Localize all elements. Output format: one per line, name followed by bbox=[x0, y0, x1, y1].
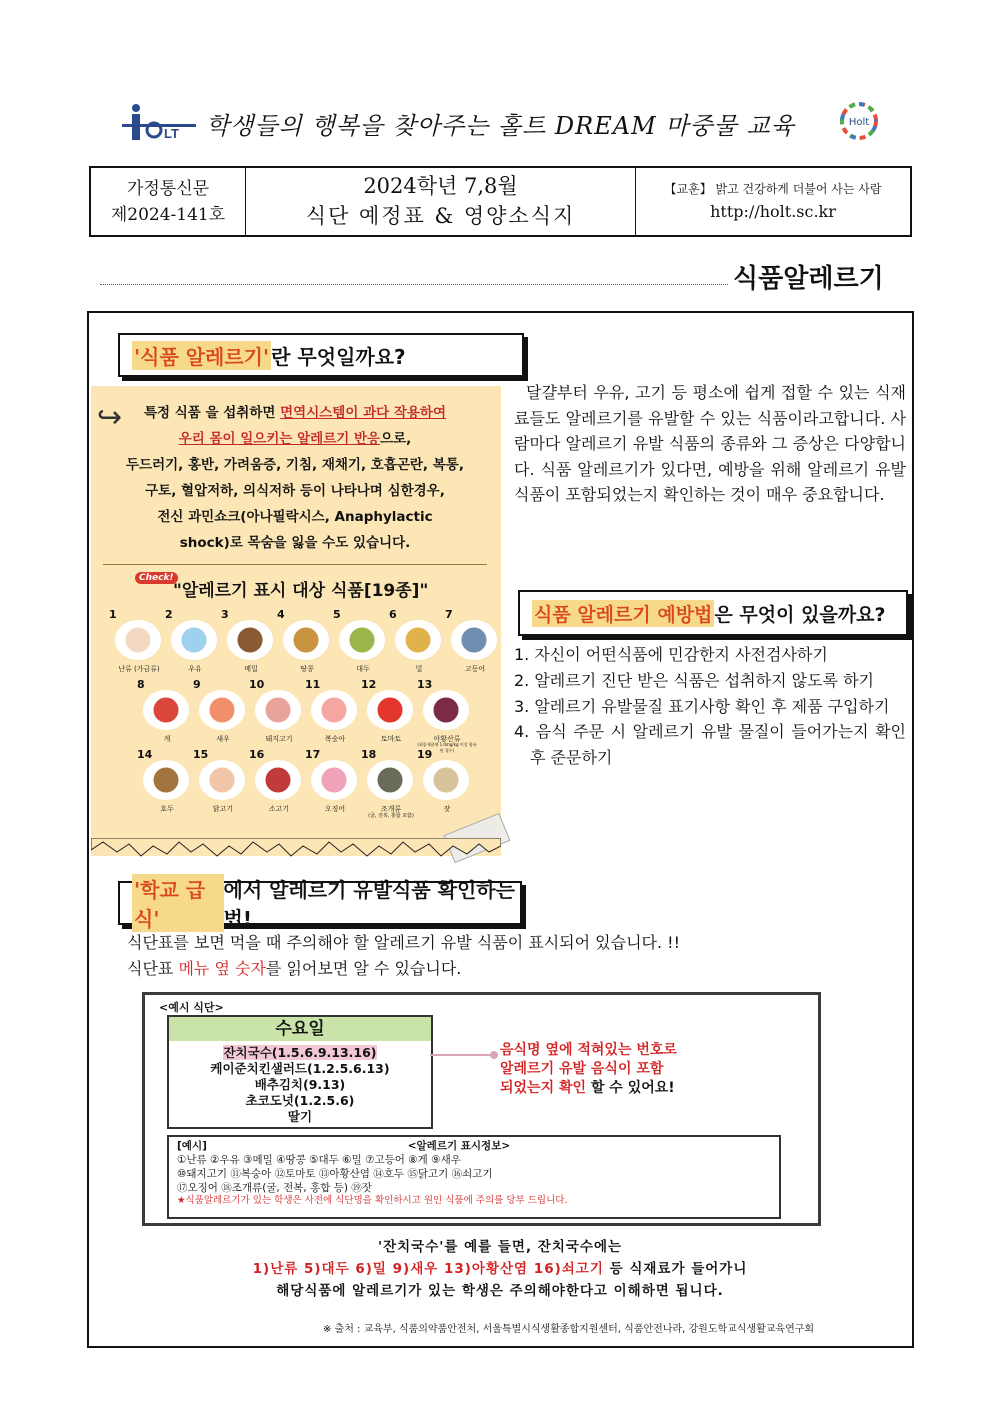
legend-left: [예시] bbox=[177, 1140, 207, 1152]
allergen-number: 10 bbox=[249, 678, 265, 691]
allergen-item bbox=[389, 608, 443, 680]
heading-rest: 에서 알레르기 유발식품 확인하는 법! bbox=[223, 878, 515, 931]
allergen-name: 토마토 bbox=[380, 735, 402, 743]
note-c: 되었는지 확인 bbox=[500, 1080, 587, 1096]
meal-line-2a: 식단표 bbox=[127, 958, 179, 978]
allergen-food-icon bbox=[367, 690, 413, 730]
allergen-name: 게 bbox=[163, 735, 171, 743]
legend-line-3: ⑰오징어 ⑱조개류(굴, 전복, 홍합 등) ⑲잣 bbox=[177, 1182, 372, 1194]
pointer-line bbox=[430, 1045, 500, 1065]
allergen-food-icon bbox=[423, 760, 469, 800]
allergen-name: 돼지고기 bbox=[265, 735, 293, 743]
circle-logo-text: Holt bbox=[848, 117, 870, 128]
doc-type: 가정통신문 bbox=[126, 178, 210, 199]
allergen-item bbox=[417, 748, 471, 820]
school-meal-text bbox=[127, 930, 887, 981]
poster-divider bbox=[103, 564, 487, 565]
allergen-number: 15 bbox=[193, 748, 209, 761]
allergen-food-icon bbox=[199, 760, 245, 800]
heading-highlight: '식품 알레르기' bbox=[132, 341, 271, 370]
meal-line-2c: 를 읽어보면 알 수 있습니다. bbox=[265, 958, 462, 978]
heading-highlight: 식품 알레르기 예방법 bbox=[532, 600, 714, 627]
allergen-name: 복숭아 bbox=[324, 735, 346, 743]
allergen-name: 메밀 bbox=[244, 665, 258, 673]
allergen-name: 오징어 bbox=[324, 805, 346, 813]
allergen-name: 땅콩 bbox=[300, 665, 314, 673]
school-info-cell bbox=[636, 168, 910, 235]
intro-b: 면역시스템이 과다 작용하여 bbox=[280, 405, 447, 421]
allergen-item bbox=[361, 678, 415, 750]
period: 2024학년 7,8월 bbox=[363, 173, 518, 198]
allergen-name: 고등어 bbox=[464, 665, 486, 673]
allergen-item bbox=[193, 678, 247, 750]
allergen-item bbox=[249, 748, 303, 820]
source-note: ※ 출처 : 교육부, 식품의약품안전처, 서울특별시식생활종합지원센터, 식품안전나라, 강원도학교식생활교육연구회 bbox=[323, 1324, 815, 1335]
info-table bbox=[89, 166, 912, 237]
legend-title: <알레르기 표시정보> bbox=[407, 1140, 511, 1152]
meal-line-2b: 메뉴 옆 숫자 bbox=[178, 958, 266, 978]
allergen-name: 아황산류 bbox=[433, 735, 461, 743]
example-explanation bbox=[100, 1236, 900, 1302]
question-heading-what bbox=[118, 333, 524, 377]
allergen-number: 3 bbox=[221, 608, 229, 621]
allergen-name: 닭고기 bbox=[212, 805, 234, 813]
sulfite-note: (최종제품에 1.0mg/kg 이상 함유된 경우) bbox=[417, 742, 477, 753]
allergen-number: 19 bbox=[417, 748, 433, 761]
allergen-item bbox=[221, 608, 275, 680]
explain-line-3: 해당식품에 알레르기가 있는 학생은 주의해야한다고 이해하면 됩니다. bbox=[276, 1283, 724, 1299]
allergen-name: 대두 bbox=[356, 665, 370, 673]
allergen-item bbox=[249, 678, 303, 750]
holt-circle-logo bbox=[838, 100, 880, 142]
allergen-food-icon bbox=[423, 690, 469, 730]
allergen-item bbox=[361, 748, 415, 820]
list-item: 2. 알레르기 진단 받은 식품은 섭취하지 않도록 하기 bbox=[514, 670, 874, 690]
poster-intro bbox=[99, 400, 491, 556]
intro-e: 두드러기, 홍반, 가려움증, 기침, 재채기, 호흡곤란, 복통, bbox=[126, 457, 464, 473]
allergen-legend bbox=[167, 1135, 781, 1219]
section-title: 식품알레르기 bbox=[733, 264, 884, 294]
explain-line-2-rest: 등 식재료가 들어가니 bbox=[603, 1261, 748, 1277]
allergen-item bbox=[137, 678, 191, 750]
school-slogan: 학생들의 행복을 찾아주는 홀트 DREAM 마중물 교육 bbox=[206, 112, 795, 140]
allergen-number: 6 bbox=[389, 608, 397, 621]
torn-edge bbox=[91, 838, 501, 860]
allergen-number: 18 bbox=[361, 748, 377, 761]
note-d: 할 수 있어요! bbox=[586, 1080, 675, 1096]
allergen-food-icon bbox=[283, 620, 329, 660]
example-label: <예시 식단> bbox=[159, 1001, 224, 1014]
intro-h: shock)로 목숨을 잃을 수도 있습니다. bbox=[179, 535, 411, 551]
allergen-food-icon bbox=[255, 690, 301, 730]
menu-item: 배추김치(9.13) bbox=[254, 1077, 346, 1092]
allergen-name: 잣 bbox=[443, 805, 451, 813]
allergen-food-icon bbox=[115, 620, 161, 660]
allergen-number: 7 bbox=[445, 608, 453, 621]
prevention-list bbox=[514, 642, 906, 771]
intro-g: 전신 과민쇼크(아나필락시스, Anaphylactic bbox=[157, 509, 433, 525]
allergen-number: 2 bbox=[165, 608, 173, 621]
allergen-item bbox=[417, 678, 477, 753]
allergen-number: 17 bbox=[305, 748, 321, 761]
shellfish-note: (굴, 전복, 홍합 포함) bbox=[368, 813, 414, 819]
allergen-name: 소고기 bbox=[268, 805, 290, 813]
allergen-name: 난류 (가금류) bbox=[118, 665, 160, 673]
explain-line-2-red: 1)난류 5)대두 6)밀 9)새우 13)아황산염 16)쇠고기 bbox=[252, 1261, 604, 1277]
allergen-name: 새우 bbox=[216, 735, 230, 743]
note-b: 알레르기 유발 음식이 포함 bbox=[500, 1061, 664, 1077]
holt-logo bbox=[120, 102, 198, 142]
doc-number: 제2024-141호 bbox=[110, 204, 226, 225]
allergen-food-icon bbox=[199, 690, 245, 730]
allergen-food-icon bbox=[339, 620, 385, 660]
intro-c: 우리 몸이 일으키는 알레르기 반응 bbox=[178, 431, 381, 447]
allergen-item bbox=[165, 608, 219, 680]
page-header bbox=[120, 100, 880, 146]
note-a: 음식명 옆에 적혀있는 번호로 bbox=[500, 1042, 677, 1058]
allergen-food-icon bbox=[311, 760, 357, 800]
allergen-item bbox=[305, 678, 359, 750]
intro-d: 으로, bbox=[380, 431, 412, 447]
heading-rest: 란 무엇일까요? bbox=[271, 344, 406, 369]
title-cell bbox=[246, 168, 636, 235]
school-url[interactable]: http://holt.sc.kr bbox=[710, 201, 836, 221]
allergen-number: 8 bbox=[137, 678, 145, 691]
allergen-number: 14 bbox=[137, 748, 153, 761]
allergy-description: 달걀부터 우유, 고기 등 평소에 쉽게 접할 수 있는 식재료들도 알레르기를 유발할 수 있는 식품이라고합니다. 사람마다 알레르기 유발 식품의 종류와 그 증상은 다양합니다. 식품 알레르기가 있다면, 예방을 위해 알레르기 유발 식품이 포함되었는지 확인하는 것이 매우 중요합니다. bbox=[514, 383, 906, 504]
menu-card bbox=[167, 1015, 433, 1129]
list-item: 4. 음식 주문 시 알레르기 유발 물질이 들어가는지 확인 후 준문하기 bbox=[514, 722, 906, 768]
menu-item: 초코도넛(1.2.5.6) bbox=[245, 1093, 355, 1108]
intro-f: 구토, 혈압저하, 의식저하 등이 나타나며 심한경우, bbox=[145, 483, 445, 499]
allergen-name: 우유 bbox=[188, 665, 202, 673]
allergen-food-icon bbox=[311, 690, 357, 730]
allergen-number: 16 bbox=[249, 748, 265, 761]
curved-arrow-icon: ↪ bbox=[97, 400, 123, 435]
heading-highlight: '학교 급식' bbox=[132, 874, 224, 932]
allergen-food-icon bbox=[451, 620, 497, 660]
explain-line-1: '잔치국수'를 예를 들면, 잔치국수에는 bbox=[377, 1239, 623, 1255]
doc-info-cell bbox=[91, 168, 246, 235]
allergen-food-icon bbox=[395, 620, 441, 660]
heading-rest: 은 무엇이 있을까요? bbox=[714, 603, 886, 626]
allergen-number: 1 bbox=[109, 608, 117, 621]
menu-day: 수요일 bbox=[169, 1017, 431, 1041]
allergen-name: 호두 bbox=[160, 805, 174, 813]
doc-subject: 식단 예정표 & 영양소식지 bbox=[305, 203, 576, 228]
allergen-item bbox=[137, 748, 191, 820]
allergen-number: 4 bbox=[277, 608, 285, 621]
example-note bbox=[500, 1041, 800, 1098]
allergen-item bbox=[305, 748, 359, 820]
svg-text:LT: LT bbox=[164, 126, 179, 141]
allergen-number: 5 bbox=[333, 608, 341, 621]
allergen-number: 12 bbox=[361, 678, 377, 691]
check-badge: Check! bbox=[135, 572, 178, 584]
allergen-number: 11 bbox=[305, 678, 321, 691]
allergen-name: 조개류 bbox=[380, 805, 402, 813]
allergen-food-icon bbox=[227, 620, 273, 660]
allergen-name: 밀 bbox=[415, 665, 423, 673]
allergy-poster bbox=[91, 386, 501, 856]
allergen-food-icon bbox=[367, 760, 413, 800]
menu-item: 딸기 bbox=[287, 1109, 313, 1124]
allergen-food-icon bbox=[143, 760, 189, 800]
allergen-number: 9 bbox=[193, 678, 201, 691]
allergen-food-icon bbox=[171, 620, 217, 660]
intro-a: 특정 식품 을 섭취하면 bbox=[143, 405, 281, 421]
question-heading-prevention bbox=[518, 590, 908, 636]
allergen-item bbox=[277, 608, 331, 680]
menu-item: 잔치국수(1.5.6.9.13.16) bbox=[223, 1045, 377, 1060]
meal-line-1: 식단표를 보면 먹을 때 주의해야 할 알레르기 유발 식품이 표시되어 있습니다. !! bbox=[127, 933, 680, 952]
legend-line-2: ⑩돼지고기 ⑪복숭아 ⑫토마토 ⑬아황산염 ⑭호두 ⑮닭고기 ⑯쇠고기 bbox=[177, 1168, 493, 1180]
menu-items bbox=[169, 1045, 431, 1125]
allergen-number: 13 bbox=[417, 678, 433, 691]
allergen-item bbox=[445, 608, 499, 680]
legend-warning: ★식품알레르기가 있는 학생은 사전에 식단명을 확인하시고 원인 식품에 주의를 당부 드립니다. bbox=[177, 1195, 568, 1206]
allergen-food-icon bbox=[143, 690, 189, 730]
school-motto: 【교훈】 밝고 건강하게 더불어 사는 사람 bbox=[664, 181, 882, 196]
allergen-food-icon bbox=[255, 760, 301, 800]
example-menu-figure bbox=[142, 992, 821, 1226]
allergen-list-title: "알레르기 표시 대상 식품[19종]" bbox=[173, 581, 429, 601]
legend-line-1: ①난류 ②우유 ③메밀 ④땅콩 ⑤대두 ⑥밀 ⑦고등어 ⑧게 ⑨새우 bbox=[177, 1154, 461, 1166]
allergen-item bbox=[333, 608, 387, 680]
question-heading-school-meal bbox=[118, 878, 522, 931]
allergen-item bbox=[193, 748, 247, 820]
list-item: 1. 자신이 어떤식품에 민감한지 사전검사하기 bbox=[514, 645, 828, 664]
allergen-item bbox=[109, 608, 163, 680]
menu-item: 케이준치킨샐러드(1.2.5.6.13) bbox=[210, 1061, 390, 1076]
list-item: 3. 알레르기 유발물질 표기사항 확인 후 제품 구입하기 bbox=[514, 696, 890, 716]
dotted-divider bbox=[100, 284, 728, 285]
